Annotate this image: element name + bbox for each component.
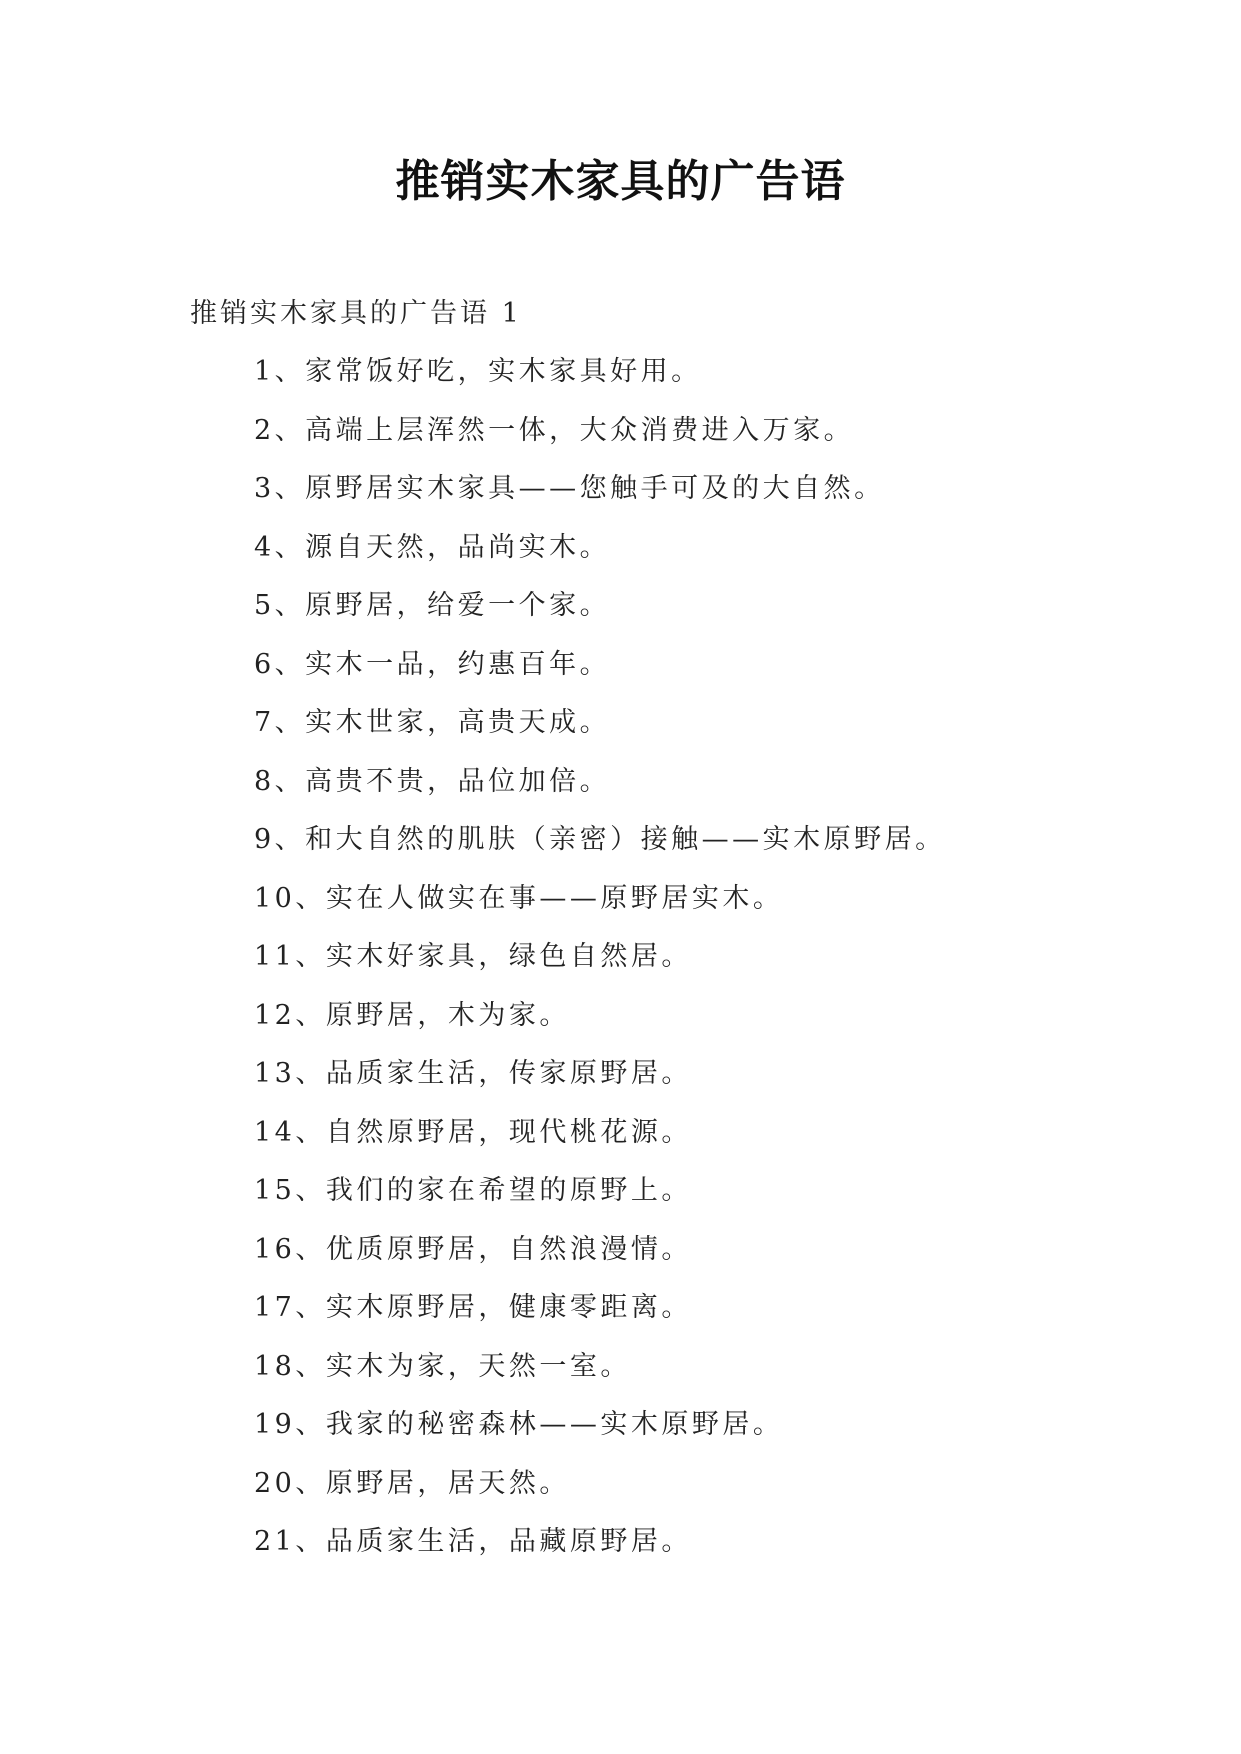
list-item: 8、高贵不贵，品位加倍。 [254, 765, 611, 797]
list-item: 18、实木为家，天然一室。 [254, 1350, 631, 1382]
list-item: 9、和大自然的肌肤（亲密）接触——实木原野居。 [254, 824, 946, 855]
list-item: 19、我家的秘密森林——实木原野居。 [254, 1409, 784, 1440]
list-item: 6、实木一品，约惠百年。 [254, 648, 611, 680]
list-item: 7、实木世家，高贵天成。 [254, 707, 611, 738]
list-item: 17、实木原野居，健康零距离。 [254, 1292, 692, 1323]
list-item: 14、自然原野居，现代桃花源。 [254, 1116, 692, 1148]
list-item: 11、实木好家具，绿色自然居。 [254, 941, 692, 972]
list-item: 13、品质家生活，传家原野居。 [254, 1058, 692, 1089]
section-heading: 推销实木家具的广告语 1 [190, 298, 522, 329]
list-item: 15、我们的家在希望的原野上。 [254, 1175, 692, 1206]
list-item: 16、优质原野居，自然浪漫情。 [254, 1233, 692, 1265]
list-item: 1、家常饭好吃，实木家具好用。 [254, 356, 702, 387]
list-item: 21、品质家生活，品藏原野居。 [254, 1526, 692, 1557]
list-item: 12、原野居，木为家。 [254, 999, 570, 1031]
list-item: 4、源自天然，品尚实木。 [254, 531, 611, 563]
list-item: 20、原野居，居天然。 [254, 1467, 570, 1499]
list-item: 10、实在人做实在事——原野居实木。 [254, 882, 784, 914]
list-item: 5、原野居，给爱一个家。 [254, 590, 611, 621]
slogan-list [254, 352, 946, 1581]
document-title: 推销实木家具的广告语 [395, 156, 846, 207]
list-item: 3、原野居实木家具——您触手可及的大自然。 [254, 473, 885, 504]
list-item: 2、高端上层浑然一体，大众消费进入万家。 [254, 414, 855, 446]
